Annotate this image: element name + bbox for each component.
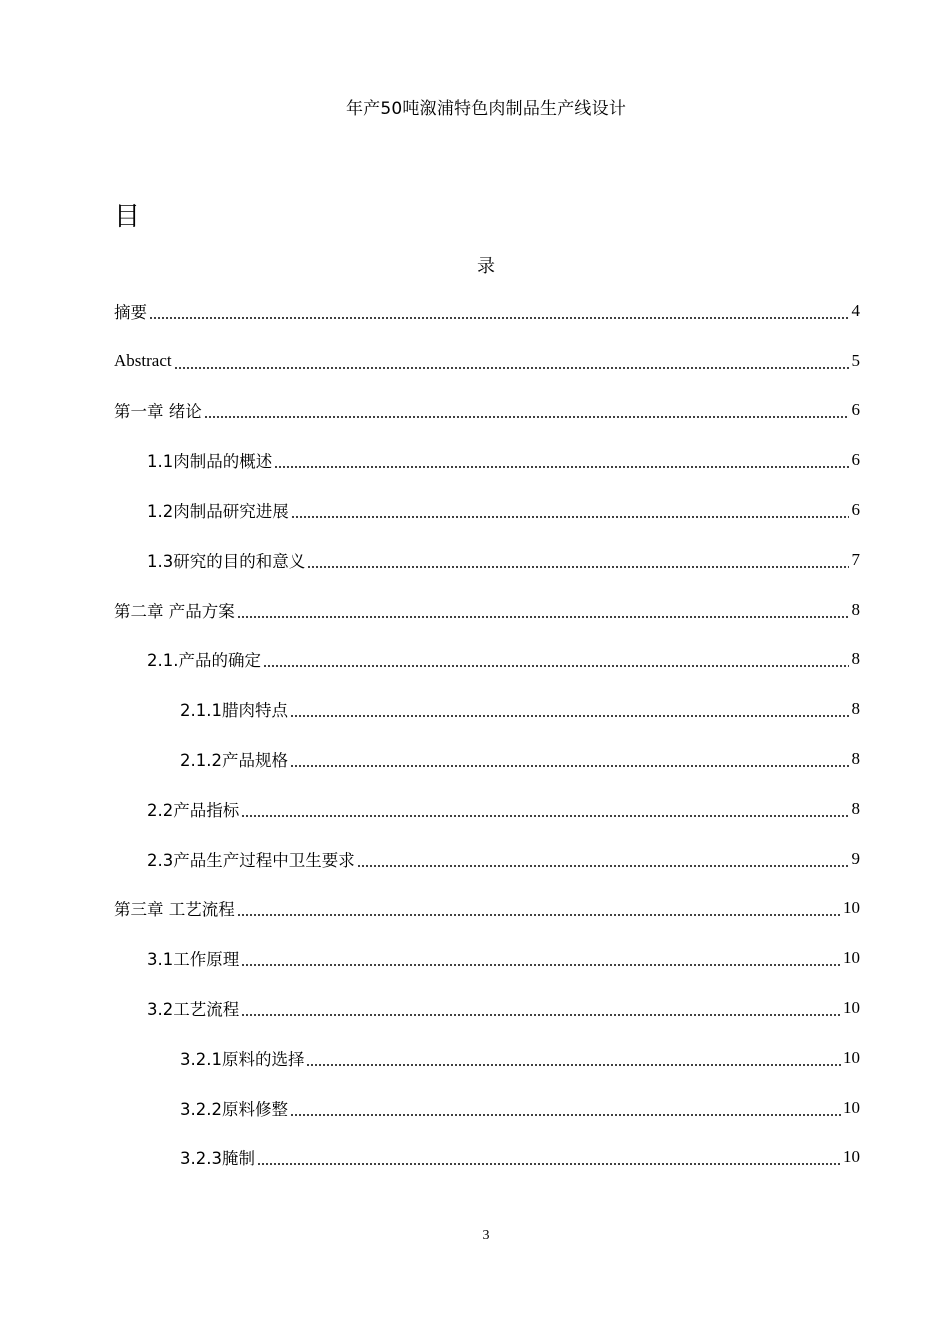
toc-entry-page: 9: [851, 848, 860, 868]
toc-entry-label: 3.2.2原料修整: [180, 1099, 288, 1119]
toc-entry[interactable]: [114, 983, 860, 1033]
toc-dot-leader: [174, 367, 849, 369]
toc-entry-page: 8: [851, 649, 860, 669]
toc-entry[interactable]: [114, 834, 860, 884]
toc-dot-leader: [149, 317, 849, 319]
toc-dot-leader: [306, 1064, 841, 1066]
toc-entry-label: 2.1.2产品规格: [180, 751, 288, 771]
toc-entry[interactable]: [114, 684, 860, 734]
toc-entry[interactable]: [114, 485, 860, 535]
toc-heading-part2: 录: [477, 256, 495, 277]
toc-entry-page: 10: [843, 898, 860, 918]
toc-entry-label: 2.1.1腊肉特点: [180, 701, 288, 721]
toc-entry[interactable]: [114, 286, 860, 336]
toc-entry[interactable]: [114, 535, 860, 585]
toc-entry[interactable]: [114, 435, 860, 485]
toc-entry[interactable]: [114, 884, 860, 934]
toc-entry-page: 6: [851, 500, 860, 520]
toc-dot-leader: [274, 466, 849, 468]
toc-dot-leader: [237, 616, 849, 618]
toc-dot-leader: [291, 516, 849, 518]
toc-entry[interactable]: [114, 734, 860, 784]
toc-entry-page: 8: [851, 749, 860, 769]
toc-dot-leader: [204, 416, 849, 418]
toc-entry-label: 2.3产品生产过程中卫生要求: [147, 850, 355, 870]
toc-dot-leader: [290, 1114, 841, 1116]
toc-dot-leader: [241, 964, 841, 966]
toc-entry-label: 第二章 产品方案: [114, 601, 235, 621]
toc-entry-label: 第三章 工艺流程: [114, 900, 235, 920]
toc-dot-leader: [263, 665, 849, 667]
toc-entry-page: 10: [843, 998, 860, 1018]
toc-entry[interactable]: [114, 585, 860, 635]
toc-heading-part1: 目: [114, 202, 141, 232]
table-of-contents: [114, 286, 860, 1182]
toc-entry-page: 5: [851, 350, 860, 370]
toc-entry-page: 6: [851, 450, 860, 470]
toc-entry[interactable]: [114, 336, 860, 386]
toc-entry-label: 3.2工艺流程: [147, 1000, 240, 1020]
toc-dot-leader: [237, 914, 841, 916]
toc-entry[interactable]: [114, 1033, 860, 1083]
toc-entry[interactable]: [114, 386, 860, 436]
toc-dot-leader: [241, 1014, 841, 1016]
toc-entry[interactable]: [114, 1083, 860, 1133]
toc-entry-label: 3.2.3腌制: [180, 1149, 255, 1169]
toc-entry-page: 10: [843, 1147, 860, 1167]
toc-entry[interactable]: [114, 635, 860, 685]
toc-entry-label: 2.2产品指标: [147, 800, 240, 820]
document-header-title: 年产50吨溆浦特色肉制品生产线设计: [345, 99, 627, 119]
toc-entry[interactable]: [114, 933, 860, 983]
toc-dot-leader: [290, 765, 849, 767]
toc-entry-label: 第一章 绪论: [114, 402, 202, 422]
toc-entry-page: 8: [851, 699, 860, 719]
toc-entry-label: 3.1工作原理: [147, 950, 240, 970]
toc-entry-page: 4: [851, 300, 860, 320]
toc-entry-label: Abstract: [114, 350, 172, 370]
toc-dot-leader: [241, 815, 849, 817]
toc-entry-page: 6: [851, 400, 860, 420]
toc-entry-label: 1.2肉制品研究进展: [147, 502, 289, 522]
toc-entry-label: 1.3研究的目的和意义: [147, 551, 306, 571]
toc-entry-page: 10: [843, 1097, 860, 1117]
toc-entry-page: 7: [851, 549, 860, 569]
toc-entry-label: 摘要: [114, 302, 147, 322]
toc-entry-label: 3.2.1原料的选择: [180, 1049, 305, 1069]
toc-entry-page: 8: [851, 798, 860, 818]
toc-entry-page: 10: [843, 948, 860, 968]
toc-entry-page: 8: [851, 599, 860, 619]
toc-entry[interactable]: [114, 784, 860, 834]
toc-entry[interactable]: [114, 1133, 860, 1183]
toc-dot-leader: [257, 1163, 841, 1165]
page-number: 3: [482, 1228, 490, 1243]
toc-entry-label: 2.1.产品的确定: [147, 651, 261, 671]
toc-entry-label: 1.1肉制品的概述: [147, 452, 273, 472]
toc-dot-leader: [290, 715, 849, 717]
toc-dot-leader: [357, 865, 849, 867]
toc-dot-leader: [307, 566, 849, 568]
toc-entry-page: 10: [843, 1047, 860, 1067]
